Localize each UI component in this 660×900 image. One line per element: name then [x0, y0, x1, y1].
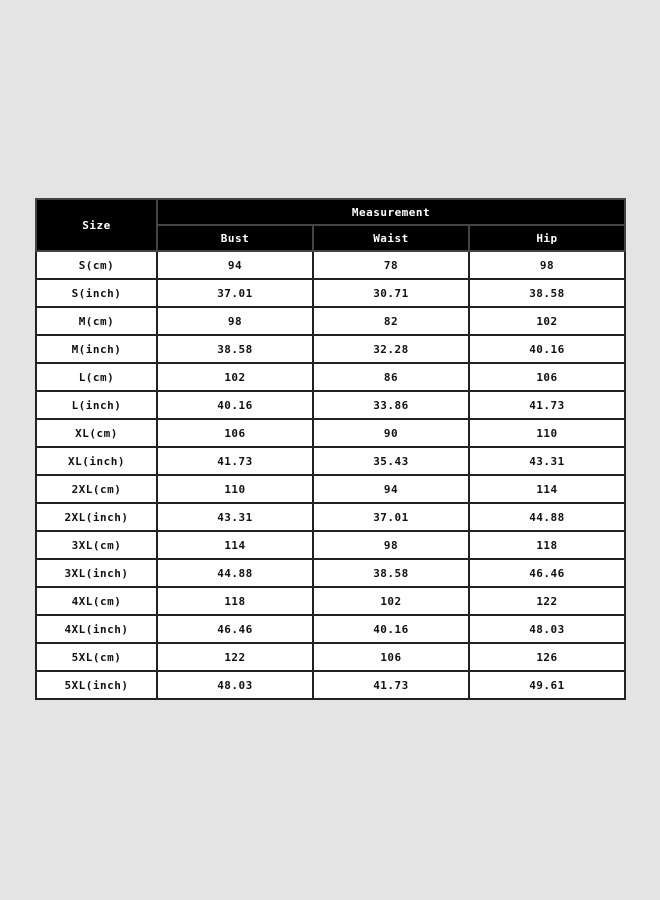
size-cell: M(cm) — [36, 307, 157, 335]
bust-cell: 114 — [157, 531, 313, 559]
hip-cell: 122 — [469, 587, 625, 615]
bust-cell: 40.16 — [157, 391, 313, 419]
table-row — [36, 363, 625, 391]
waist-cell: 90 — [313, 419, 469, 447]
table-row — [36, 335, 625, 363]
hip-column-header: Hip — [469, 225, 625, 251]
table-row — [36, 391, 625, 419]
bust-cell: 48.03 — [157, 671, 313, 699]
size-cell: L(inch) — [36, 391, 157, 419]
size-cell: 4XL(inch) — [36, 615, 157, 643]
table-row — [36, 531, 625, 559]
hip-cell: 118 — [469, 531, 625, 559]
bust-cell: 110 — [157, 475, 313, 503]
bust-cell: 106 — [157, 419, 313, 447]
table-row — [36, 503, 625, 531]
table-row — [36, 559, 625, 587]
size-cell: 5XL(cm) — [36, 643, 157, 671]
hip-cell: 46.46 — [469, 559, 625, 587]
hip-cell: 38.58 — [469, 279, 625, 307]
table-header — [36, 199, 625, 251]
bust-cell: 98 — [157, 307, 313, 335]
table-row — [36, 587, 625, 615]
size-cell: 2XL(inch) — [36, 503, 157, 531]
bust-cell: 94 — [157, 251, 313, 279]
measurement-group-header: Measurement — [157, 199, 625, 225]
hip-cell: 43.31 — [469, 447, 625, 475]
hip-cell: 41.73 — [469, 391, 625, 419]
waist-cell: 102 — [313, 587, 469, 615]
size-cell: 4XL(cm) — [36, 587, 157, 615]
waist-cell: 98 — [313, 531, 469, 559]
waist-cell: 86 — [313, 363, 469, 391]
waist-cell: 94 — [313, 475, 469, 503]
size-chart — [35, 198, 625, 700]
size-cell: M(inch) — [36, 335, 157, 363]
size-cell: 5XL(inch) — [36, 671, 157, 699]
table-row — [36, 419, 625, 447]
hip-cell: 48.03 — [469, 615, 625, 643]
hip-cell: 110 — [469, 419, 625, 447]
waist-cell: 37.01 — [313, 503, 469, 531]
size-cell: S(inch) — [36, 279, 157, 307]
bust-cell: 38.58 — [157, 335, 313, 363]
table-row — [36, 475, 625, 503]
size-column-header: Size — [36, 199, 157, 251]
table-row — [36, 671, 625, 699]
bust-cell: 37.01 — [157, 279, 313, 307]
hip-cell: 102 — [469, 307, 625, 335]
size-table — [35, 198, 626, 700]
hip-cell: 114 — [469, 475, 625, 503]
table-row — [36, 307, 625, 335]
size-cell: S(cm) — [36, 251, 157, 279]
waist-cell: 82 — [313, 307, 469, 335]
size-cell: XL(inch) — [36, 447, 157, 475]
hip-cell: 98 — [469, 251, 625, 279]
size-cell: XL(cm) — [36, 419, 157, 447]
table-row — [36, 615, 625, 643]
table-row — [36, 279, 625, 307]
waist-column-header: Waist — [313, 225, 469, 251]
waist-cell: 30.71 — [313, 279, 469, 307]
hip-cell: 126 — [469, 643, 625, 671]
bust-column-header: Bust — [157, 225, 313, 251]
bust-cell: 46.46 — [157, 615, 313, 643]
hip-cell: 40.16 — [469, 335, 625, 363]
waist-cell: 40.16 — [313, 615, 469, 643]
bust-cell: 41.73 — [157, 447, 313, 475]
waist-cell: 33.86 — [313, 391, 469, 419]
table-row — [36, 251, 625, 279]
waist-cell: 32.28 — [313, 335, 469, 363]
hip-cell: 106 — [469, 363, 625, 391]
waist-cell: 38.58 — [313, 559, 469, 587]
bust-cell: 122 — [157, 643, 313, 671]
table-body — [36, 251, 625, 699]
waist-cell: 106 — [313, 643, 469, 671]
bust-cell: 102 — [157, 363, 313, 391]
table-row — [36, 643, 625, 671]
waist-cell: 78 — [313, 251, 469, 279]
size-cell: 3XL(inch) — [36, 559, 157, 587]
bust-cell: 118 — [157, 587, 313, 615]
waist-cell: 35.43 — [313, 447, 469, 475]
size-cell: 2XL(cm) — [36, 475, 157, 503]
hip-cell: 49.61 — [469, 671, 625, 699]
size-cell: L(cm) — [36, 363, 157, 391]
size-cell: 3XL(cm) — [36, 531, 157, 559]
bust-cell: 43.31 — [157, 503, 313, 531]
waist-cell: 41.73 — [313, 671, 469, 699]
hip-cell: 44.88 — [469, 503, 625, 531]
bust-cell: 44.88 — [157, 559, 313, 587]
table-row — [36, 447, 625, 475]
header-row-group — [36, 199, 625, 225]
